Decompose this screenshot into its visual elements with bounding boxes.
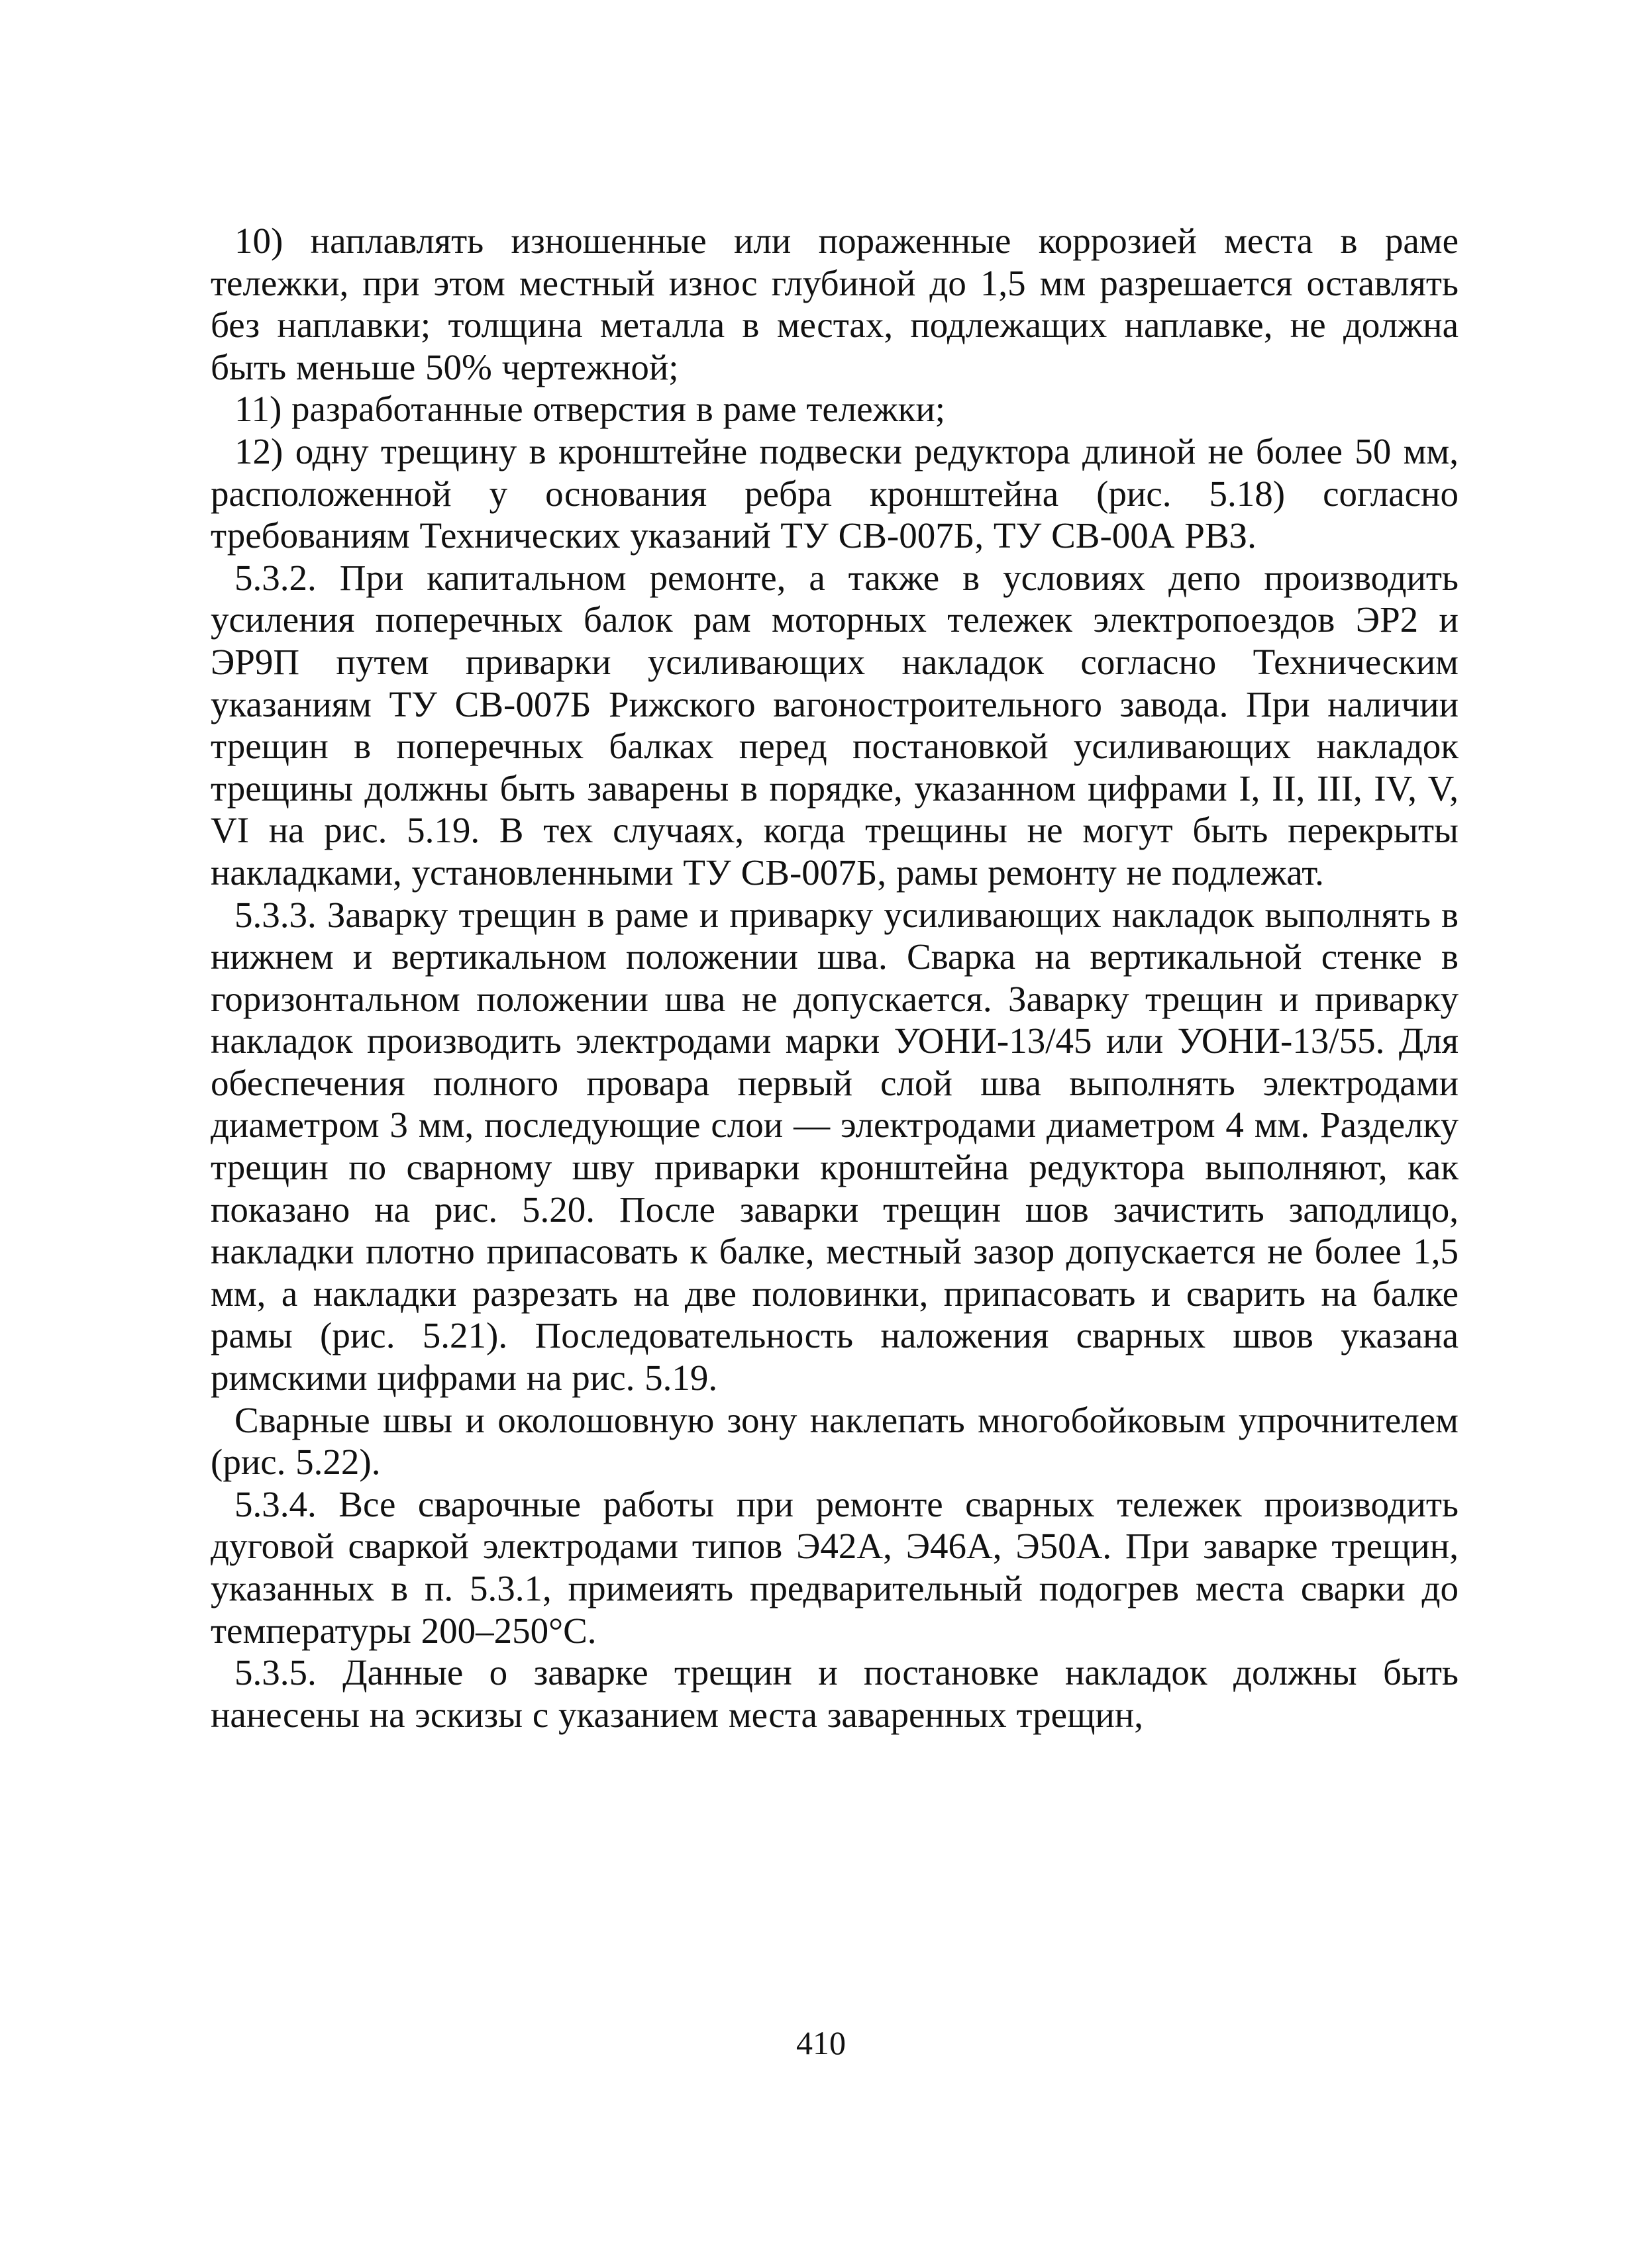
body-text	[211, 220, 1459, 1736]
page-number: 410	[796, 2024, 846, 2061]
paragraph-item-12: 12) одну трещину в кронштейне подвески редуктора длиной не более 50 мм, расположенной у основания ребра кронштейна (рис. 5.18) согласно требованиям Технических указаний ТУ СВ-007Б, ТУ СВ-00А РВЗ.	[211, 430, 1459, 556]
paragraph-5-3-5: 5.3.5. Данные о заварке трещин и постановке накладок должны быть нанесены на эскизы с указанием места заваренных трещин,	[211, 1652, 1459, 1735]
paragraph-5-3-2: 5.3.2. При капитальном ремонте, а также в условиях депо производить усиления поперечных балок рам моторных тележек электропоездов ЭР2 и ЭР9П путем приварки усиливающих накладок согласно Техническим указаниям ТУ СВ-007Б Рижского вагоностроительного завода. При наличии трещин в поперечных балках перед постановкой усиливающих накладок трещины должны быть заварены в порядке, указанном цифрами I, II, III, IV, V, VI на рис. 5.19. В тех случаях, когда трещины не могут быть перекрыты накладками, установленными ТУ СВ-007Б, рамы ремонту не подлежат.	[211, 557, 1459, 893]
paragraph-item-11: 11) разработанные отверстия в раме тележки;	[234, 389, 946, 430]
paragraph-item-10: 10) наплавлять изношенные или пораженные коррозией места в раме тележки, при этом местный износ глубиной до 1,5 мм разрешается оставлять без наплавки; толщина металла в местах, подлежащих наплавке, не должна быть меньше 50% чертежной;	[211, 221, 1459, 387]
paragraph-weld-hardening: Сварные швы и околошовную зону наклепать многобойковым упрочнителем (рис. 5.22).	[211, 1399, 1459, 1483]
paragraph-5-3-4: 5.3.4. Все сварочные работы при ремонте сварных тележек производить дуговой сваркой электродами типов Э42А, Э46А, Э50А. При заварке трещин, указанных в п. 5.3.1, примеиять предварительный подогрев места сварки до температуры 200–250°С.	[211, 1483, 1459, 1651]
paragraph-5-3-3: 5.3.3. Заварку трещин в раме и приварку усиливающих накладок выполнять в нижнем и вертикальном положении шва. Сварка на вертикальной стенке в горизонтальном положении шва не допускается. Заварку трещин и приварку накладок производить электродами марки УОНИ-13/45 или УОНИ-13/55. Для обеспечения полного провара первый слой шва выполнять электродами диаметром 3 мм, последующие слои — электродами диаметром 4 мм. Разделку трещин по сварному шву приварки кронштейна редуктора выполняют, как показано на рис. 5.20. После заварки трещин шов зачистить заподлицо, накладки плотно припасовать к балке, местный зазор допускается не более 1,5 мм, а накладки разрезать на две половинки, припасовать и сварить на балке рамы (рис. 5.21). Последовательность наложения сварных швов указана римскими цифрами на рис. 5.19.	[211, 894, 1459, 1399]
